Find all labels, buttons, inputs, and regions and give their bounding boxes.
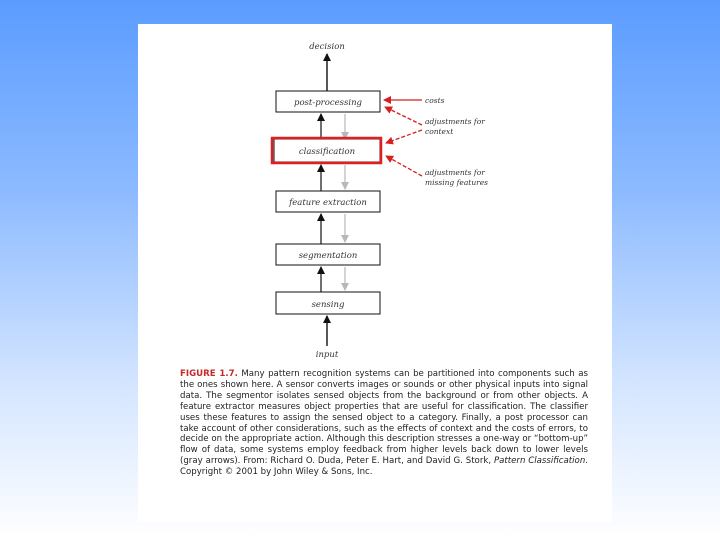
context-arrow-to-classification <box>386 130 422 143</box>
pipeline-diagram <box>138 24 612 364</box>
classification-label: classification <box>298 147 356 157</box>
missing-features-label-line2: missing features <box>425 178 489 187</box>
figure-number: FIGURE 1.7. <box>180 369 238 379</box>
decision-label: decision <box>309 42 345 52</box>
feature-extraction-label: feature extraction <box>289 198 367 208</box>
caption-text-part2: . Copyright © 2001 by John Wiley & Sons, Inc. <box>180 456 588 478</box>
figure-caption <box>180 369 588 478</box>
input-label: input <box>315 350 339 360</box>
missing-features-arrow <box>386 156 422 176</box>
caption-text-part1: Many pattern recognition systems can be partitioned into components such as the ones shown here. A sensor converts images or sounds or other physical inputs into signal data. The segmentor isolates sensed objects from the background or from other objects. A feature extractor measures object properties that are useful for classification. The classifier uses these features to assign the sensed object to a category. Finally, a post processor can take account of other considerations, such as the effects of context and the costs of errors, to decide on the appropriate action. Although this description stresses a one-way or “bottom-up” flow of data, some systems employ feedback from higher levels back down to lower levels (gray arrows). From: Richard O. Duda, Peter E. Hart, and David G. Stork, <box>180 369 588 467</box>
figure-page <box>138 24 612 522</box>
sensing-label: sensing <box>311 300 345 310</box>
caption-book-title: Pattern Classification <box>493 456 586 467</box>
missing-features-label-line1: adjustments for <box>425 168 485 177</box>
post-processing-label: post-processing <box>294 98 362 108</box>
context-label-line2: context <box>425 127 454 136</box>
costs-label: costs <box>425 96 445 105</box>
context-arrow-to-post <box>385 107 422 125</box>
segmentation-label: segmentation <box>298 251 358 261</box>
context-label-line1: adjustments for <box>425 117 485 126</box>
